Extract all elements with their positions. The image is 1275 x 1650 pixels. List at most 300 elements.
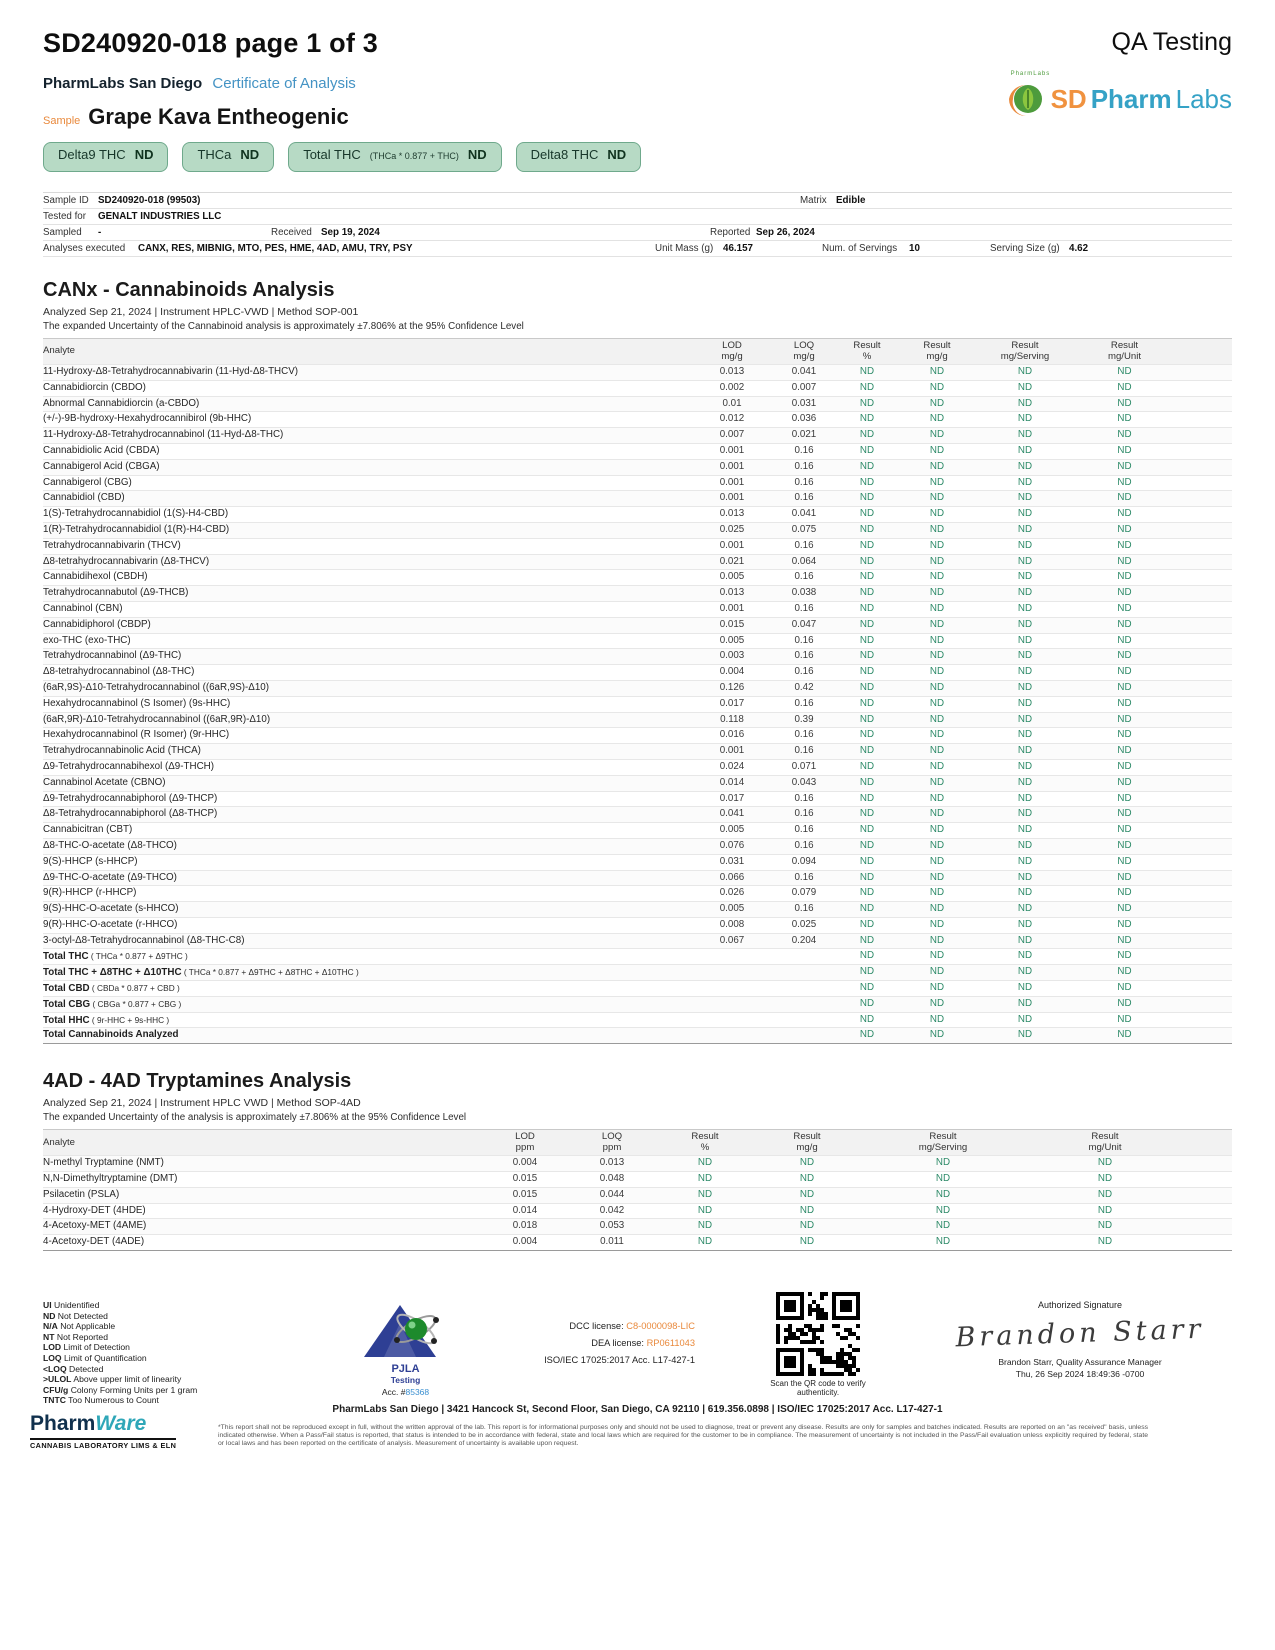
table-header-row: [43, 339, 1232, 365]
table-row: [43, 1013, 1232, 1029]
lod-value: 0.013: [719, 366, 745, 377]
lod-value: 0.016: [719, 729, 745, 741]
signature-block: [930, 1300, 1230, 1379]
pjla-acc-label: Acc. #: [381, 1387, 406, 1397]
analyte-name: Total HHC ( 9r-HHC + 9s-HHC ): [43, 1014, 170, 1026]
table-row: [43, 1204, 1232, 1220]
loq-value: 0.16: [794, 492, 814, 504]
loq-value: [773, 981, 835, 996]
result-cell: ND: [1017, 729, 1033, 741]
pjla-accreditation-logo: [358, 1303, 453, 1397]
loq-value: 0.031: [791, 397, 817, 409]
result-cell: ND: [859, 650, 875, 662]
analyte-name: Cannabinol (CBN): [43, 602, 123, 614]
result-cell: ND: [1117, 681, 1132, 693]
result-cell: ND: [1017, 666, 1033, 678]
table-row: [43, 476, 1232, 492]
analyte-name: 11-Hydroxy-Δ8-Tetrahydrocannabivarin (11-Hyd-Δ8-THCV): [43, 366, 299, 377]
sd-pharmlabs-logo: [1005, 71, 1232, 120]
badge-label: THCa: [197, 147, 232, 162]
loq-value: 0.16: [794, 792, 814, 804]
result-cell: ND: [1117, 492, 1132, 504]
delta9-thc-badge: [43, 142, 168, 172]
serving-size-value: 4.62: [1069, 243, 1089, 254]
loq-value: 0.064: [791, 555, 817, 567]
result-cell: ND: [697, 1157, 713, 1169]
delta8-thc-badge: [516, 142, 641, 172]
column-header: Result mg/Serving: [918, 1131, 968, 1153]
sampled-label: Sampled: [43, 227, 82, 238]
dcc-license: [520, 1318, 695, 1335]
loq-value: 0.16: [794, 476, 814, 488]
loq-value: 0.16: [794, 871, 814, 883]
result-cell: ND: [929, 697, 945, 709]
lod-value: 0.005: [719, 824, 745, 836]
loq-value: [773, 965, 835, 980]
lod-value: 0.025: [719, 523, 745, 535]
loq-value: 0.16: [794, 824, 814, 836]
result-cell: ND: [929, 587, 945, 599]
result-cell: ND: [929, 444, 945, 456]
loq-value: [773, 1028, 835, 1043]
servings-value: 10: [909, 243, 920, 254]
result-cell: ND: [929, 760, 945, 772]
qr-block: [753, 1292, 883, 1397]
result-cell: ND: [859, 808, 875, 820]
analyte-name: Tetrahydrocannabivarin (THCV): [43, 539, 181, 551]
result-cell: ND: [1117, 824, 1132, 836]
result-cell: ND: [1117, 903, 1132, 915]
lod-value: 0.01: [722, 397, 742, 409]
table-row: [43, 570, 1232, 586]
result-cell: ND: [859, 429, 875, 441]
loq-value: [773, 997, 835, 1012]
table-row: [43, 1156, 1232, 1172]
result-cell: ND: [929, 539, 945, 551]
thca-badge: [182, 142, 274, 172]
loq-value: 0.041: [791, 366, 817, 377]
result-cell: ND: [1017, 792, 1033, 804]
lod-value: [691, 949, 773, 964]
result-cell: ND: [697, 1173, 713, 1185]
column-header: Result mg/g: [923, 340, 951, 362]
result-cell: ND: [1117, 366, 1132, 377]
serving-size-label: Serving Size (g): [990, 243, 1060, 254]
table-row: [43, 792, 1232, 808]
unit-mass-value: 46.157: [723, 243, 753, 254]
analyte-name: Abnormal Cannabidiorcin (a-CBDO): [43, 397, 200, 409]
result-cell: ND: [1117, 555, 1132, 567]
result-cell: ND: [1117, 1029, 1132, 1041]
badge-label: Delta9 THC: [58, 147, 126, 162]
result-cell: ND: [1017, 887, 1033, 899]
canx-section-title: CANx - Cannabinoids Analysis: [43, 279, 335, 301]
result-cell: ND: [859, 666, 875, 678]
result-cell: ND: [859, 934, 875, 946]
result-cell: ND: [929, 918, 945, 930]
signature-script: Brandon Starr: [955, 1313, 1205, 1354]
badge-value: ND: [607, 147, 627, 162]
loq-value: 0.16: [794, 808, 814, 820]
analyte-name: 4-Acetoxy-DET (4ADE): [43, 1236, 145, 1248]
result-cell: ND: [859, 871, 875, 883]
result-cell: ND: [859, 982, 875, 994]
result-cell: ND: [929, 887, 945, 899]
result-cell: ND: [935, 1188, 951, 1200]
table-row: [43, 760, 1232, 776]
result-cell: ND: [935, 1204, 951, 1216]
badge-label: Total THC: [303, 147, 361, 162]
lod-value: 0.015: [512, 1173, 538, 1185]
result-cell: ND: [1017, 650, 1033, 662]
result-cell: ND: [929, 729, 945, 741]
result-cell: ND: [1117, 997, 1132, 1009]
result-cell: ND: [1017, 634, 1033, 646]
lod-value: 0.076: [719, 839, 745, 851]
loq-value: 0.204: [791, 934, 817, 946]
result-cell: ND: [929, 381, 945, 393]
loq-value: 0.42: [794, 681, 814, 693]
result-cell: ND: [859, 997, 875, 1009]
table-row: [43, 365, 1232, 381]
loq-value: 0.079: [791, 887, 817, 899]
table-row: [43, 855, 1232, 871]
analyses-label: Analyses executed: [43, 243, 126, 254]
result-cell: ND: [1117, 618, 1132, 630]
loq-value: 0.16: [794, 903, 814, 915]
analyte-name: (6aR,9S)-Δ10-Tetrahydrocannabinol ((6aR,9S)-Δ10): [43, 681, 269, 693]
analyte-name: Hexahydrocannabinol (S Isomer) (9s-HHC): [43, 697, 231, 709]
result-cell: ND: [929, 808, 945, 820]
table-row: [43, 1172, 1232, 1188]
result-cell: ND: [859, 571, 875, 583]
analyte-name: exo-THC (exo-THC): [43, 634, 131, 646]
table-row: [43, 886, 1232, 902]
table-row: [43, 697, 1232, 713]
pjla-accreditation-number: [358, 1387, 453, 1397]
lod-value: 0.013: [719, 587, 745, 599]
matrix-value: Edible: [836, 195, 866, 206]
result-cell: ND: [799, 1173, 815, 1185]
sampled-value: -: [98, 227, 102, 238]
tested-for-value: GENALT INDUSTRIES LLC: [98, 211, 222, 222]
lod-value: 0.017: [719, 697, 745, 709]
loq-value: 0.16: [794, 571, 814, 583]
result-cell: ND: [1117, 760, 1132, 772]
analyte-name: Total CBD ( CBDa * 0.877 + CBD ): [43, 983, 180, 995]
matrix-label: Matrix: [800, 195, 827, 206]
result-cell: ND: [859, 397, 875, 409]
legend-item: >ULOL Above upper limit of linearity: [43, 1374, 182, 1385]
loq-value: 0.16: [794, 729, 814, 741]
result-cell: ND: [1017, 966, 1033, 978]
loq-value: 0.16: [794, 602, 814, 614]
loq-value: [773, 949, 835, 964]
result-cell: ND: [1017, 776, 1033, 788]
table-row: [43, 523, 1232, 539]
servings-label: Num. of Servings: [822, 243, 898, 254]
result-cell: ND: [859, 555, 875, 567]
lod-value: 0.005: [719, 634, 745, 646]
lod-value: [691, 965, 773, 980]
result-cell: ND: [1117, 650, 1132, 662]
loq-value: 0.16: [794, 745, 814, 757]
lod-value: 0.015: [512, 1188, 538, 1200]
result-cell: ND: [1117, 413, 1132, 425]
result-cell: ND: [1017, 444, 1033, 456]
table-row: [43, 949, 1232, 965]
lab-address-line: PharmLabs San Diego | 3421 Hancock St, Second Floor, San Diego, CA 92110 | 619.356.0898 | ISO/IEC 17025:2017 Acc. L17-427-1: [332, 1404, 943, 1415]
lod-value: [691, 997, 773, 1012]
iso-accreditation: ISO/IEC 17025:2017 Acc. L17-427-1: [544, 1355, 695, 1365]
result-cell: ND: [1017, 571, 1033, 583]
table-row: [43, 618, 1232, 634]
table-row: [43, 981, 1232, 997]
analyte-name: 1(S)-Tetrahydrocannabidiol (1(S)-H4-CBD): [43, 508, 229, 520]
result-cell: ND: [1117, 508, 1132, 520]
lod-value: 0.003: [719, 650, 745, 662]
loq-value: 0.025: [791, 918, 817, 930]
column-header: Result mg/Unit: [1088, 1131, 1122, 1153]
result-cell: ND: [1017, 539, 1033, 551]
result-cell: ND: [1117, 871, 1132, 883]
analyte-name: Δ9-Tetrahydrocannabihexol (Δ9-THCH): [43, 760, 214, 772]
result-cell: ND: [859, 523, 875, 535]
tryptamines-section-title: 4AD - 4AD Tryptamines Analysis: [43, 1070, 352, 1093]
abbreviation-legend: [43, 1300, 197, 1406]
tryptamines-section-meta: Analyzed Sep 21, 2024 | Instrument HPLC VWD | Method SOP-4AD: [43, 1097, 361, 1110]
legend-item: UI Unidentified: [43, 1300, 100, 1310]
legend-item: LOQ Limit of Quantification: [43, 1352, 147, 1363]
result-cell: ND: [859, 618, 875, 630]
lod-value: 0.024: [719, 760, 745, 772]
analyte-name: Hexahydrocannabinol (R Isomer) (9r-HHC): [43, 729, 230, 741]
result-cell: ND: [929, 571, 945, 583]
analyte-name: 9(S)-HHCP (s-HHCP): [43, 855, 138, 867]
result-cell: ND: [1017, 413, 1033, 425]
result-cell: ND: [1117, 602, 1132, 614]
column-header: Result %: [691, 1131, 719, 1153]
certificate-of-analysis-label: Certificate of Analysis: [212, 75, 356, 92]
loq-value: 0.041: [791, 508, 817, 520]
result-cell: ND: [1017, 1013, 1033, 1025]
loq-value: [773, 1013, 835, 1028]
result-cell: ND: [935, 1220, 951, 1232]
result-cell: ND: [859, 824, 875, 836]
loq-value: 0.16: [794, 444, 814, 456]
result-cell: ND: [929, 745, 945, 757]
pjla-acc-value: 85368: [405, 1387, 430, 1397]
sample-id-value: SD240920-018 (99503): [98, 195, 201, 206]
result-cell: ND: [859, 729, 875, 741]
table-row: [43, 902, 1232, 918]
result-cell: ND: [859, 492, 875, 504]
column-header: Analyte: [43, 1136, 75, 1148]
table-row: [43, 807, 1232, 823]
result-cell: ND: [1017, 918, 1033, 930]
result-cell: ND: [1017, 429, 1033, 441]
sample-info-table: [43, 192, 1232, 257]
result-cell: ND: [929, 776, 945, 788]
table-row: [43, 918, 1232, 934]
lod-value: 0.026: [719, 887, 745, 899]
logo-pharm-text: Pharm: [1090, 83, 1172, 114]
result-cell: ND: [1017, 855, 1033, 867]
reported-label: Reported: [710, 227, 751, 238]
summary-badges: [43, 142, 1232, 172]
pharmware-wordmark: [30, 1412, 176, 1436]
result-cell: ND: [929, 413, 945, 425]
result-cell: ND: [929, 634, 945, 646]
legend-item: N/A Not Applicable: [43, 1321, 116, 1332]
result-cell: ND: [1117, 729, 1132, 741]
result-cell: ND: [929, 618, 945, 630]
lod-value: [691, 1013, 773, 1028]
badge-label: Delta8 THC: [530, 147, 599, 162]
lod-value: 0.031: [719, 855, 745, 867]
lod-value: 0.005: [719, 903, 745, 915]
analyte-name: Δ9-Tetrahydrocannabiphorol (Δ9-THCP): [43, 792, 218, 804]
result-cell: ND: [929, 476, 945, 488]
result-cell: ND: [1017, 824, 1033, 836]
lod-value: 0.012: [719, 413, 745, 425]
reported-value: Sep 26, 2024: [756, 227, 815, 238]
dea-license: [520, 1335, 695, 1352]
analyte-name: (6aR,9R)-Δ10-Tetrahydrocannabinol ((6aR,9R)-Δ10): [43, 713, 271, 725]
badge-value: ND: [467, 147, 487, 162]
analyte-name: Cannabidiorcin (CBDO): [43, 381, 146, 393]
table-row: [43, 460, 1232, 476]
result-cell: ND: [1017, 697, 1033, 709]
lod-value: 0.004: [512, 1157, 538, 1169]
result-cell: ND: [1117, 918, 1132, 930]
loq-value: 0.011: [600, 1236, 624, 1248]
result-cell: ND: [859, 381, 875, 393]
result-cell: ND: [1097, 1188, 1113, 1200]
table-row: [43, 1188, 1232, 1204]
result-cell: ND: [929, 523, 945, 535]
result-cell: ND: [697, 1236, 713, 1248]
result-cell: ND: [859, 855, 875, 867]
column-header: LOD mg/g: [721, 340, 743, 362]
loq-value: 0.053: [599, 1220, 625, 1232]
result-cell: ND: [859, 602, 875, 614]
lod-value: 0.118: [720, 713, 744, 725]
lod-value: [691, 981, 773, 996]
result-cell: ND: [1117, 666, 1132, 678]
table-row: [43, 634, 1232, 650]
result-cell: ND: [1117, 808, 1132, 820]
canx-uncertainty-note: The expanded Uncertainty of the Cannabinoid analysis is approximately ±7.806% at the 95% Confidence Level: [43, 321, 524, 332]
result-cell: ND: [1017, 839, 1033, 851]
signature-date: Thu, 26 Sep 2024 18:49:36 -0700: [1015, 1369, 1145, 1379]
loq-value: 0.043: [791, 776, 817, 788]
table-row: [43, 1219, 1232, 1235]
result-cell: ND: [1017, 555, 1033, 567]
result-cell: ND: [1117, 587, 1132, 599]
result-cell: ND: [1017, 460, 1033, 472]
analyte-name: Δ8-Tetrahydrocannabiphorol (Δ8-THCP): [43, 808, 218, 820]
table-row: [43, 412, 1232, 428]
result-cell: ND: [929, 460, 945, 472]
result-cell: ND: [1117, 381, 1132, 393]
result-cell: ND: [929, 429, 945, 441]
result-cell: ND: [1017, 982, 1033, 994]
authorized-signature-label: Authorized Signature: [1037, 1300, 1123, 1310]
result-cell: ND: [859, 887, 875, 899]
result-cell: ND: [1117, 523, 1132, 535]
table-row: [43, 839, 1232, 855]
result-cell: ND: [929, 492, 945, 504]
column-header: LOD ppm: [515, 1131, 535, 1153]
table-row: [43, 491, 1232, 507]
lod-value: 0.001: [719, 492, 745, 504]
analyte-name: Cannabidiolic Acid (CBDA): [43, 444, 160, 456]
lod-value: 0.041: [719, 808, 745, 820]
pjla-sub: Testing: [390, 1375, 421, 1385]
lod-value: 0.001: [719, 745, 745, 757]
result-cell: ND: [1117, 429, 1132, 441]
pharmware-text-pharm: Pharm: [30, 1412, 96, 1435]
result-cell: ND: [859, 587, 875, 599]
tryptamines-analysis-table: [43, 1129, 1232, 1251]
table-row: [43, 381, 1232, 397]
lod-value: 0.013: [719, 508, 745, 520]
analyte-name: Total THC + Δ8THC + Δ10THC ( THCa * 0.877 + Δ9THC + Δ8THC + Δ10THC ): [43, 967, 359, 979]
legend-item: TNTC Too Numerous to Count: [43, 1395, 159, 1406]
dcc-license-label: DCC license:: [569, 1321, 624, 1331]
info-row: [43, 241, 1232, 257]
table-row: [43, 871, 1232, 887]
table-row: [43, 1235, 1232, 1251]
table-row: [43, 428, 1232, 444]
result-cell: ND: [929, 997, 945, 1009]
sample-label: Sample: [43, 115, 81, 127]
lod-value: 0.005: [719, 571, 745, 583]
result-cell: ND: [1017, 397, 1033, 409]
column-header: Result mg/g: [793, 1131, 821, 1153]
result-cell: ND: [1097, 1157, 1113, 1169]
result-cell: ND: [935, 1173, 951, 1185]
result-cell: ND: [859, 460, 875, 472]
analyte-name: N,N-Dimethyltryptamine (DMT): [43, 1173, 178, 1185]
table-row: [43, 1028, 1232, 1044]
loq-value: 0.075: [791, 523, 817, 535]
result-cell: ND: [929, 1029, 945, 1041]
result-cell: ND: [1017, 871, 1033, 883]
loq-value: 0.16: [794, 666, 814, 678]
report-disclaimer: *This report shall not be reproduced except in full, without the written approval of the lab. This report is for informational purposes only and should not be used to diagnose, treat or prevent any disease. Results are only for samples and batches indicated. Results are reported on an "as received" basis, unless indicated otherwise. When a Pass/Fail status is reported, that status is intended to be in accordance with federal, state and local laws which are required for the customer to be in compliance. The measurement of uncertainty is not included in the Pass/Fail evaluation unless explicitly required by federal, state or local laws and has been reported on the certificate of analysis. Measurement of uncertainty is available upon request.: [218, 1424, 1148, 1447]
pjla-logo-icon: [358, 1303, 453, 1361]
result-cell: ND: [859, 476, 875, 488]
lod-value: 0.017: [719, 792, 745, 804]
column-header: Analyte: [43, 345, 75, 357]
result-cell: ND: [859, 839, 875, 851]
result-cell: ND: [1117, 476, 1132, 488]
loq-value: 0.094: [791, 855, 817, 867]
lod-value: 0.066: [719, 871, 745, 883]
result-cell: ND: [799, 1188, 815, 1200]
analyte-name: Cannabidihexol (CBDH): [43, 571, 148, 583]
result-cell: ND: [929, 1013, 945, 1025]
table-row: [43, 665, 1232, 681]
analyte-name: Tetrahydrocannabinolic Acid (THCA): [43, 745, 201, 757]
analyte-name: Δ8-THC-O-acetate (Δ8-THCO): [43, 839, 177, 851]
lod-value: 0.015: [719, 618, 745, 630]
lod-value: 0.007: [719, 429, 745, 441]
badge-value: ND: [134, 147, 154, 162]
result-cell: ND: [859, 697, 875, 709]
